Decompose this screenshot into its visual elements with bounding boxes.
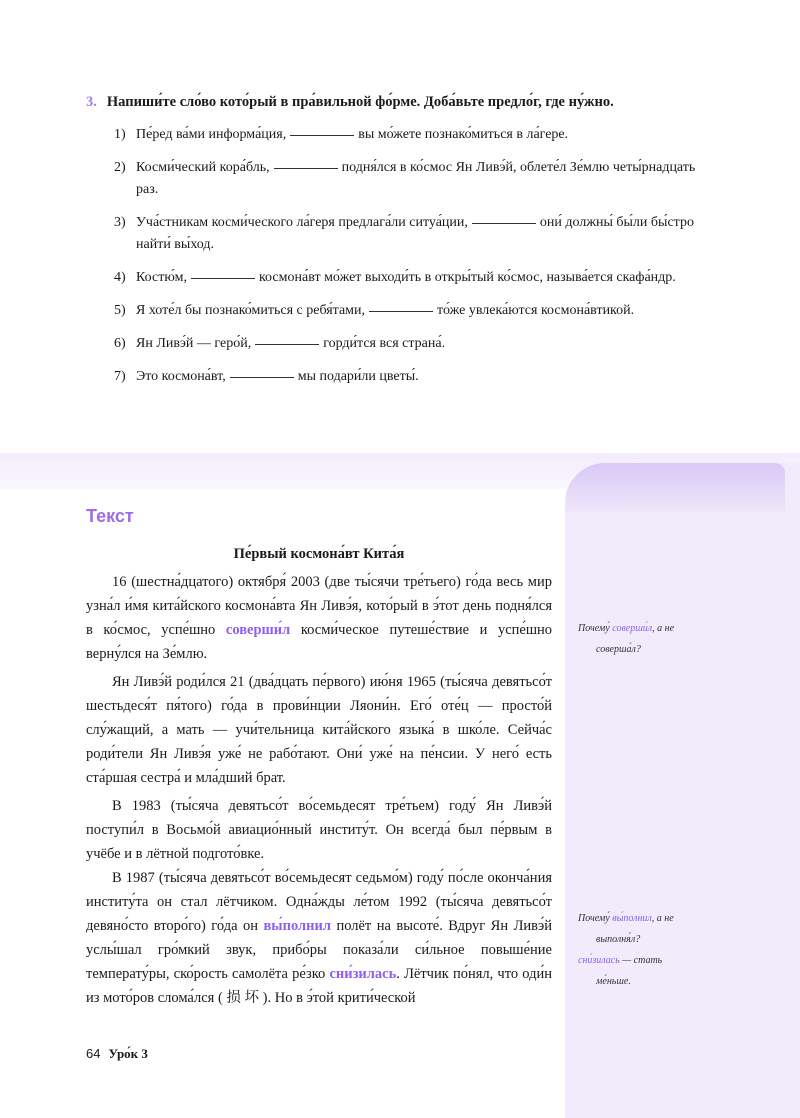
exercise-item bbox=[114, 267, 714, 289]
highlight-word: сни́зилась bbox=[329, 966, 397, 982]
item-number: 3) bbox=[114, 215, 126, 230]
answer-blank[interactable] bbox=[274, 168, 338, 169]
item-text: Это космона́вт, мы подари́ли цветы́. bbox=[136, 369, 419, 384]
exercise-instruction: Напиши́те сло́во кото́рый в пра́вильной фо́рме. Доба́вьте предло́г, где ну́жно. bbox=[106, 94, 614, 110]
exercise-item bbox=[114, 124, 714, 146]
page-number: 64 bbox=[86, 1046, 101, 1061]
answer-blank[interactable] bbox=[290, 135, 354, 136]
exercise-item bbox=[114, 366, 714, 388]
highlight-word: соверши́л bbox=[225, 622, 291, 638]
item-text: Я хоте́л бы познако́миться с ребя́тами, то́же увлека́ются космона́втикой. bbox=[136, 303, 635, 318]
exercise-items bbox=[114, 124, 714, 399]
item-number: 4) bbox=[114, 270, 126, 285]
exercise-item bbox=[114, 300, 714, 322]
item-number: 2) bbox=[114, 160, 126, 175]
text-title: Пе́рвый космона́вт Кита́я bbox=[233, 546, 405, 562]
item-number: 6) bbox=[114, 336, 126, 351]
item-text: Пе́ред ва́ми информа́ция, вы мо́жете познако́миться в ла́гере. bbox=[136, 127, 569, 142]
item-number: 7) bbox=[114, 369, 126, 384]
item-text: Костю́м, космона́вт мо́жет выходи́ть в откры́тый ко́смос, называ́ется скафа́ндр. bbox=[136, 270, 676, 285]
margin-note-1: Почему́ соверши́л, а не соверша́л? bbox=[578, 623, 675, 655]
margin-note-2: Почему́ вы́полнил, а не выполня́л? сни́зилась — стать ме́ньше. bbox=[578, 913, 674, 987]
paragraph-3: В 1983 (ты́сяча девятьсо́т во́семьдесят тре́тьем) году́ Ян Ливэ́й поступи́л в Восьмо́й авиацио́нный институ́т. Он всегда́ был пе́рвым в учёбе и в лётной подгото́вке. bbox=[86, 798, 552, 862]
item-number: 5) bbox=[114, 303, 126, 318]
item-text: Ян Ливэ́й — геро́й, горди́тся вся страна́. bbox=[136, 336, 446, 351]
item-number: 1) bbox=[114, 127, 126, 142]
answer-blank[interactable] bbox=[191, 278, 255, 279]
item-text: Уча́стникам косми́ческого ла́геря предлага́ли ситуа́ции, они́ должны́ бы́ли бы́стро найти́ вы́ход. bbox=[136, 215, 694, 252]
section-heading: Текст bbox=[86, 506, 134, 526]
answer-blank[interactable] bbox=[472, 223, 536, 224]
exercise-item bbox=[114, 333, 714, 355]
answer-blank[interactable] bbox=[369, 311, 433, 312]
exercise-item bbox=[114, 212, 714, 256]
answer-blank[interactable] bbox=[230, 377, 294, 378]
answer-blank[interactable] bbox=[255, 344, 319, 345]
paragraph-4: В 1987 (ты́сяча девятьсо́т во́семьдесят седьмо́м) году́ по́сле оконча́ния институ́та он стал лётчиком. Одна́жды ле́том 1992 (ты́сяча девятьсо́т девяно́сто второ́го) го́да он вы́полнил полёт на высоте́. Вдруг Ян Ливэ́й услы́шал гро́мкий звук, прибо́ры показа́ли си́льное повыше́ние температу́ры, ско́рость самолёта ре́зко сни́зилась. Лётчик по́нял, что оди́н из мото́ров слома́лся ( 损 坏 ). Но в э́той крити́ческой bbox=[86, 870, 553, 1006]
page-footer bbox=[86, 1046, 148, 1062]
lesson-label: Уро́к 3 bbox=[108, 1046, 148, 1061]
item-text: Косми́ческий кора́бль, подня́лся в ко́смос Ян Ливэ́й, облете́л Зе́млю четы́рнадцать раз. bbox=[136, 160, 696, 197]
paragraph-2: Ян Ливэ́й роди́лся 21 (два́дцать пе́рвого) ию́ня 1965 (ты́сяча девятьсо́т шестьдеся́т пя́того) го́да в прови́нции Ляони́н. Его́ оте́ц — просто́й слу́жащий, а мать — учи́тельница кита́йского языка́ в шко́ле. Сейча́с роди́тели Ян Ливэ́я уже́ не рабо́тают. Они́ уже́ на пе́нсии. У него́ есть ста́ршая сестра́ и мла́дший брат. bbox=[86, 674, 552, 786]
exercise-title bbox=[86, 92, 766, 112]
exercise-item bbox=[114, 157, 714, 201]
highlight-word: вы́полнил bbox=[263, 918, 331, 934]
sidebar-header bbox=[565, 463, 785, 513]
margin-sidebar bbox=[565, 463, 800, 1118]
exercise-number: 3. bbox=[86, 94, 97, 110]
paragraph-1: 16 (шестна́дцатого) октября́ 2003 (две ты́сячи тре́тьего) го́да весь мир узна́л и́мя кита́йского космона́вта Ян Ливэ́я, кото́рый в э́тот день подня́лся в ко́смос, успе́шно соверши́л косми́ческое путеше́ствие и успе́шно верну́лся на Зе́млю. bbox=[86, 574, 553, 662]
